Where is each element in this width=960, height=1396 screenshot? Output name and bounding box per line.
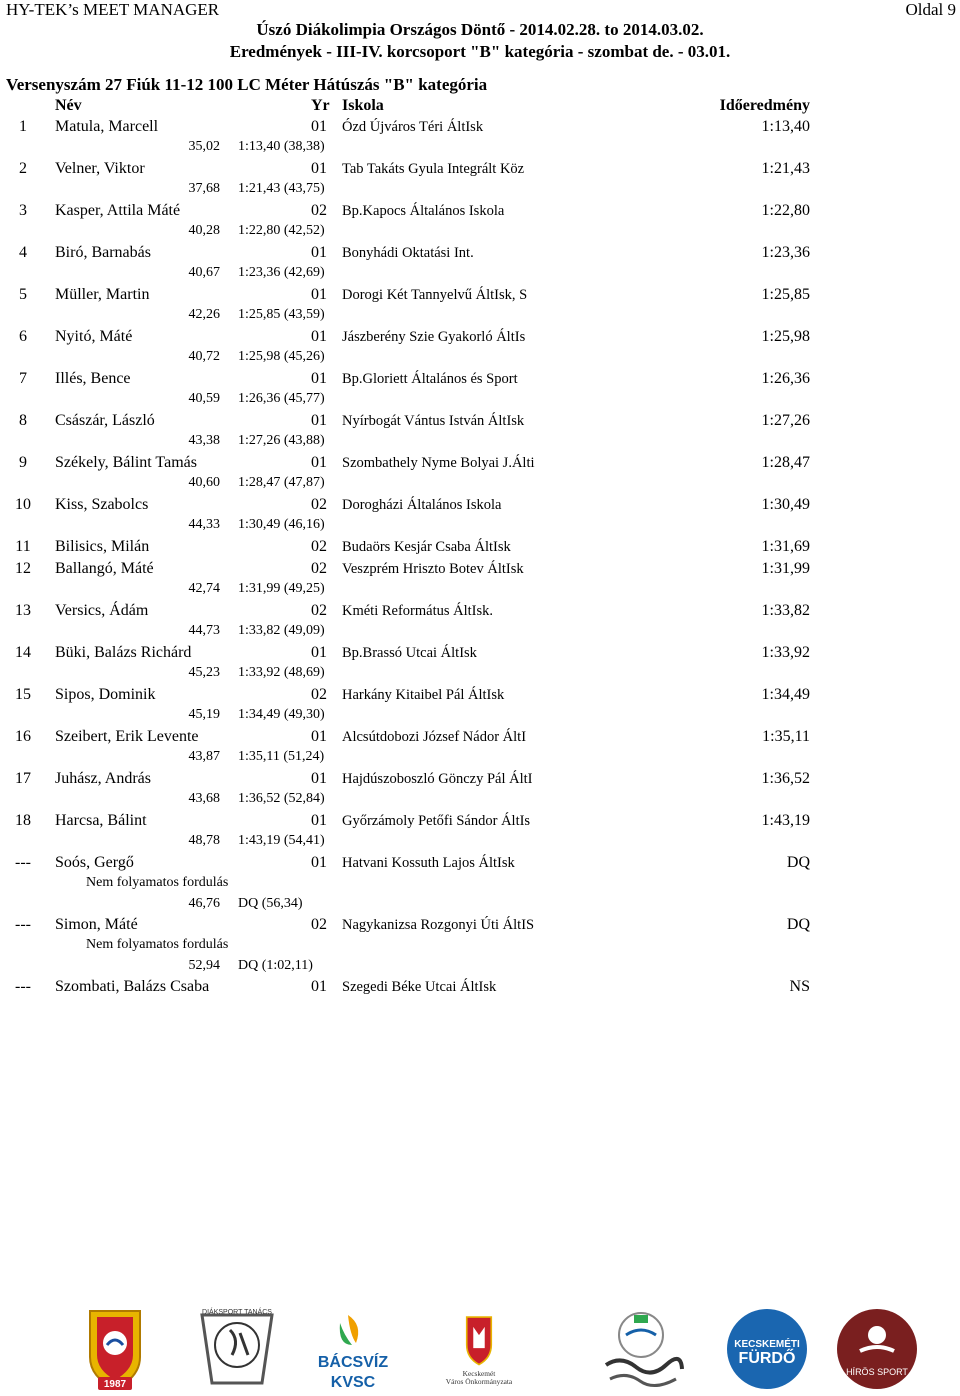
birth-year: 01: [311, 454, 327, 471]
furdo-line2: FÜRDŐ: [738, 1350, 796, 1367]
split-row: [0, 349, 960, 370]
final-time: 1:31,69: [761, 538, 810, 555]
final-time: 1:13,40: [761, 118, 810, 135]
swimmer-name: Harcsa, Bálint: [55, 812, 147, 829]
split-row: [0, 623, 960, 644]
split-row: [0, 475, 960, 496]
result-place: 16: [15, 728, 31, 745]
result-place: 13: [15, 602, 31, 619]
col-yr: Yr: [311, 97, 330, 114]
final-time: 1:21,43: [761, 160, 810, 177]
result-place: 18: [15, 812, 31, 829]
swimmer-name: Simon, Máté: [55, 916, 138, 933]
furdo-line1: KECSKEMÉTI: [734, 1339, 800, 1350]
result-row: [0, 978, 960, 999]
swimmer-name: Sipos, Dominik: [55, 686, 156, 703]
cumulative-split: 1:43,19 (54,41): [238, 833, 325, 848]
cumulative-split: 1:25,98 (45,26): [238, 349, 325, 364]
school-name: Bonyhádi Oktatási Int.: [342, 245, 474, 261]
school-name: Szegedi Béke Utcai ÁltIsk: [342, 979, 497, 995]
swimmer-name: Versics, Ádám: [55, 602, 149, 619]
split-time: 45,19: [188, 707, 220, 722]
split-time: 40,59: [188, 391, 220, 406]
result-row: [0, 644, 960, 665]
birth-year: 01: [311, 812, 327, 829]
result-place: 9: [19, 454, 27, 471]
swimmer-name: Kasper, Attila Máté: [55, 202, 181, 219]
split-row: [0, 749, 960, 770]
split-row: [0, 391, 960, 412]
cumulative-split: 1:23,36 (42,69): [238, 265, 325, 280]
birth-year: 01: [311, 978, 327, 995]
hiros-text: HÍRÖS SPORT: [846, 1367, 908, 1377]
cumulative-split: 1:33,82 (49,09): [238, 623, 325, 638]
result-row: [0, 118, 960, 139]
final-time: 1:43,19: [761, 812, 810, 829]
cumulative-split: 1:30,49 (46,16): [238, 517, 325, 532]
app-name: HY-TEK’s MEET MANAGER: [6, 0, 220, 19]
final-time: 1:33,92: [761, 644, 810, 661]
kecskemet-city-logo: [434, 1305, 524, 1393]
dq-reason: Nem folyamatos fordulás: [86, 875, 229, 890]
crest-year: 1987: [103, 1379, 127, 1390]
result-row: [0, 538, 960, 559]
cumulative-split: 1:25,85 (43,59): [238, 307, 325, 322]
final-time: 1:36,52: [761, 770, 810, 787]
school-name: Győrzámoly Petőfi Sándor ÁltIs: [342, 813, 531, 829]
split-time: 46,76: [188, 896, 220, 911]
result-place: 4: [19, 244, 27, 261]
result-place: 2: [19, 160, 27, 177]
result-place: 12: [15, 560, 31, 577]
page-number: Oldal 9: [905, 0, 956, 19]
diaksport-text: DIÁKSPORT TANÁCS: [202, 1309, 272, 1316]
event-title: Versenyszám 27 Fiúk 11-12 100 LC Méter Hátúszás "B" kategória: [6, 75, 488, 94]
birth-year: 02: [311, 496, 327, 513]
split-row: [0, 307, 960, 328]
kvsc-text: KVSC: [330, 1374, 376, 1391]
birth-year: 01: [311, 286, 327, 303]
result-row: [0, 454, 960, 475]
split-time: 45,23: [188, 665, 220, 680]
swimmer-name: Illés, Bence: [55, 370, 131, 387]
kecskemet-text: Kecskemét: [462, 1369, 496, 1378]
result-row: [0, 560, 960, 581]
swimmer-name: Soós, Gergő: [55, 854, 134, 871]
split-time: 40,28: [188, 223, 220, 238]
school-name: Hajdúszoboszló Gönczy Pál ÁltI: [342, 771, 533, 787]
sponsor-logos: [0, 1305, 960, 1396]
split-time: 35,02: [188, 139, 220, 154]
school-name: Tab Takáts Gyula Integrált Köz: [342, 161, 525, 177]
birth-year: 01: [311, 412, 327, 429]
results-subtitle: Eredmények - III-IV. korcsoport "B" kategória - szombat de. - 03.01.: [229, 42, 731, 61]
result-row: [0, 160, 960, 181]
swimmer-name: Szeibert, Erik Levente: [55, 728, 199, 745]
school-name: Veszprém Hriszto Botev ÁltIsk: [342, 561, 524, 577]
split-time: 43,68: [188, 791, 220, 806]
school-name: Nyírbogát Vántus István ÁltIsk: [342, 413, 525, 429]
school-name: Bp.Gloriett Általános és Sport: [342, 371, 518, 387]
split-time: 44,73: [188, 623, 220, 638]
swimmer-name: Nyitó, Máté: [55, 328, 133, 345]
result-row: [0, 686, 960, 707]
cumulative-split: 1:27,26 (43,88): [238, 433, 325, 448]
meet-title: Úszó Diákolimpia Országos Döntő - 2014.02.28. to 2014.03.02.: [256, 20, 704, 39]
result-row: [0, 244, 960, 265]
split-time: 43,38: [188, 433, 220, 448]
final-time: 1:22,80: [761, 202, 810, 219]
birth-year: 02: [311, 686, 327, 703]
swimmer-name: Császár, László: [55, 412, 155, 429]
split-row: [0, 517, 960, 538]
split-time: 48,78: [188, 833, 220, 848]
school-name: Hatvani Kossuth Lajos ÁltIsk: [342, 855, 515, 871]
result-place: 3: [19, 202, 27, 219]
swimmer-name: Kiss, Szabolcs: [55, 496, 149, 513]
final-time: DQ: [786, 854, 810, 871]
col-school: Iskola: [342, 97, 384, 114]
birth-year: 01: [311, 854, 327, 871]
final-time: 1:34,49: [761, 686, 810, 703]
swimmer-name: Szombati, Balázs Csaba: [55, 978, 210, 995]
split-row: [0, 896, 960, 917]
result-row: [0, 854, 960, 875]
split-time: 40,72: [188, 349, 220, 364]
swimmer-name: Matula, Marcell: [55, 118, 159, 135]
birth-year: 01: [311, 160, 327, 177]
school-name: Budaörs Kesjár Csaba ÁltIsk: [342, 539, 511, 555]
result-row: [0, 602, 960, 623]
final-time: 1:25,85: [761, 286, 810, 303]
cumulative-split: DQ (1:02,11): [238, 958, 313, 973]
split-row: [0, 581, 960, 602]
birth-year: 02: [311, 602, 327, 619]
school-name: Alcsútdobozi József Nádor ÁltI: [342, 729, 527, 745]
final-time: DQ: [786, 916, 810, 933]
cumulative-split: 1:21,43 (43,75): [238, 181, 325, 196]
result-place: 7: [19, 370, 27, 387]
split-time: 42,26: [188, 307, 220, 322]
swimmer-name: Büki, Balázs Richárd: [55, 644, 192, 661]
school-name: Dorogi Két Tannyelvű ÁltIsk, S: [342, 287, 528, 303]
final-time: 1:30,49: [761, 496, 810, 513]
result-row: [0, 286, 960, 307]
swimmer-name: Juhász, András: [55, 770, 151, 787]
swimmer-name: Biró, Barnabás: [55, 244, 151, 261]
cumulative-split: 1:36,52 (52,84): [238, 791, 325, 806]
cumulative-split: 1:28,47 (47,87): [238, 475, 325, 490]
result-place: 8: [19, 412, 27, 429]
onkormanyzat-text: Város Önkormányzata: [445, 1377, 513, 1387]
kecskemeti-furdo-logo: [722, 1305, 812, 1393]
split-row: [0, 181, 960, 202]
col-time: Időeredmény: [719, 97, 810, 114]
split-row: [0, 958, 960, 979]
cumulative-split: 1:26,36 (45,77): [238, 391, 325, 406]
result-row: [0, 770, 960, 791]
split-time: 40,60: [188, 475, 220, 490]
bacsviz-text: BÁCSVÍZ: [317, 1354, 389, 1371]
split-row: [0, 265, 960, 286]
birth-year: 02: [311, 202, 327, 219]
split-row: [0, 665, 960, 686]
split-row: [0, 833, 960, 854]
result-place: 14: [15, 644, 31, 661]
split-time: 37,68: [188, 181, 220, 196]
split-row: [0, 433, 960, 454]
cumulative-split: 1:13,40 (38,38): [238, 139, 325, 154]
birth-year: 01: [311, 244, 327, 261]
diaksport-logo: [192, 1305, 282, 1393]
final-time: NS: [789, 978, 810, 995]
split-row: [0, 707, 960, 728]
school-name: Szombathely Nyme Bolyai J.Álti: [342, 455, 535, 471]
final-time: 1:33,82: [761, 602, 810, 619]
result-place: 6: [19, 328, 27, 345]
cumulative-split: 1:34,49 (49,30): [238, 707, 325, 722]
birth-year: 01: [311, 644, 327, 661]
split-time: 52,94: [188, 958, 220, 973]
result-place: 15: [15, 686, 31, 703]
split-time: 42,74: [188, 581, 220, 596]
school-name: Bp.Kapocs Általános Iskola: [342, 203, 505, 219]
final-time: 1:27,26: [761, 412, 810, 429]
result-place: 10: [15, 496, 31, 513]
result-row: [0, 812, 960, 833]
birth-year: 01: [311, 328, 327, 345]
cumulative-split: 1:35,11 (51,24): [238, 749, 325, 764]
split-time: 40,67: [188, 265, 220, 280]
birth-year: 01: [311, 728, 327, 745]
result-place: 17: [15, 770, 31, 787]
col-name: Név: [55, 97, 82, 114]
hiros-sport-logo: [832, 1305, 922, 1393]
final-time: 1:25,98: [761, 328, 810, 345]
bacsviz-kvsc-logo: [308, 1305, 398, 1393]
result-place: 11: [15, 538, 31, 555]
school-name: Harkány Kitaibel Pál ÁltIsk: [342, 687, 505, 703]
result-place: ---: [15, 978, 31, 995]
birth-year: 01: [311, 770, 327, 787]
birth-year: 02: [311, 916, 327, 933]
result-row: [0, 412, 960, 433]
result-place: 1: [19, 118, 27, 135]
final-time: 1:23,36: [761, 244, 810, 261]
result-row: [0, 370, 960, 391]
school-name: Ózd Újváros Téri ÁltIsk: [342, 119, 484, 135]
result-place: ---: [15, 916, 31, 933]
swimmer-name: Ballangó, Máté: [55, 560, 154, 577]
split-time: 44,33: [188, 517, 220, 532]
swimmer-name: Velner, Viktor: [55, 160, 145, 177]
cumulative-split: DQ (56,34): [238, 896, 303, 911]
result-row: [0, 496, 960, 517]
cumulative-split: 1:31,99 (49,25): [238, 581, 325, 596]
result-row: [0, 328, 960, 349]
split-row: [0, 139, 960, 160]
school-name: Kméti Református ÁltIsk.: [342, 603, 494, 619]
school-name: Nagykanizsa Rozgonyi Úti ÁltIS: [342, 917, 535, 933]
birth-year: 01: [311, 118, 327, 135]
swimmer-name: Székely, Bálint Tamás: [55, 454, 197, 471]
swimmer-name: Müller, Martin: [55, 286, 150, 303]
birth-year: 02: [311, 560, 327, 577]
swimmer-name: Bilisics, Milán: [55, 538, 150, 555]
school-name: Jászberény Szie Gyakorló ÁltIs: [342, 329, 526, 345]
result-row: [0, 202, 960, 223]
school-name: Dorogházi Általános Iskola: [342, 497, 502, 513]
club-crest-logo: [70, 1305, 160, 1393]
split-row: [0, 223, 960, 244]
result-place: 5: [19, 286, 27, 303]
final-time: 1:31,99: [761, 560, 810, 577]
dq-reason: Nem folyamatos fordulás: [86, 937, 229, 952]
swim-federation-logo: [596, 1305, 686, 1393]
final-time: 1:28,47: [761, 454, 810, 471]
school-name: Bp.Brassó Utcai ÁltIsk: [342, 645, 477, 661]
birth-year: 02: [311, 538, 327, 555]
split-time: 43,87: [188, 749, 220, 764]
cumulative-split: 1:22,80 (42,52): [238, 223, 325, 238]
birth-year: 01: [311, 370, 327, 387]
split-row: [0, 791, 960, 812]
result-row: [0, 728, 960, 749]
final-time: 1:35,11: [762, 728, 810, 745]
result-place: ---: [15, 854, 31, 871]
result-row: [0, 916, 960, 937]
final-time: 1:26,36: [761, 370, 810, 387]
cumulative-split: 1:33,92 (48,69): [238, 665, 325, 680]
